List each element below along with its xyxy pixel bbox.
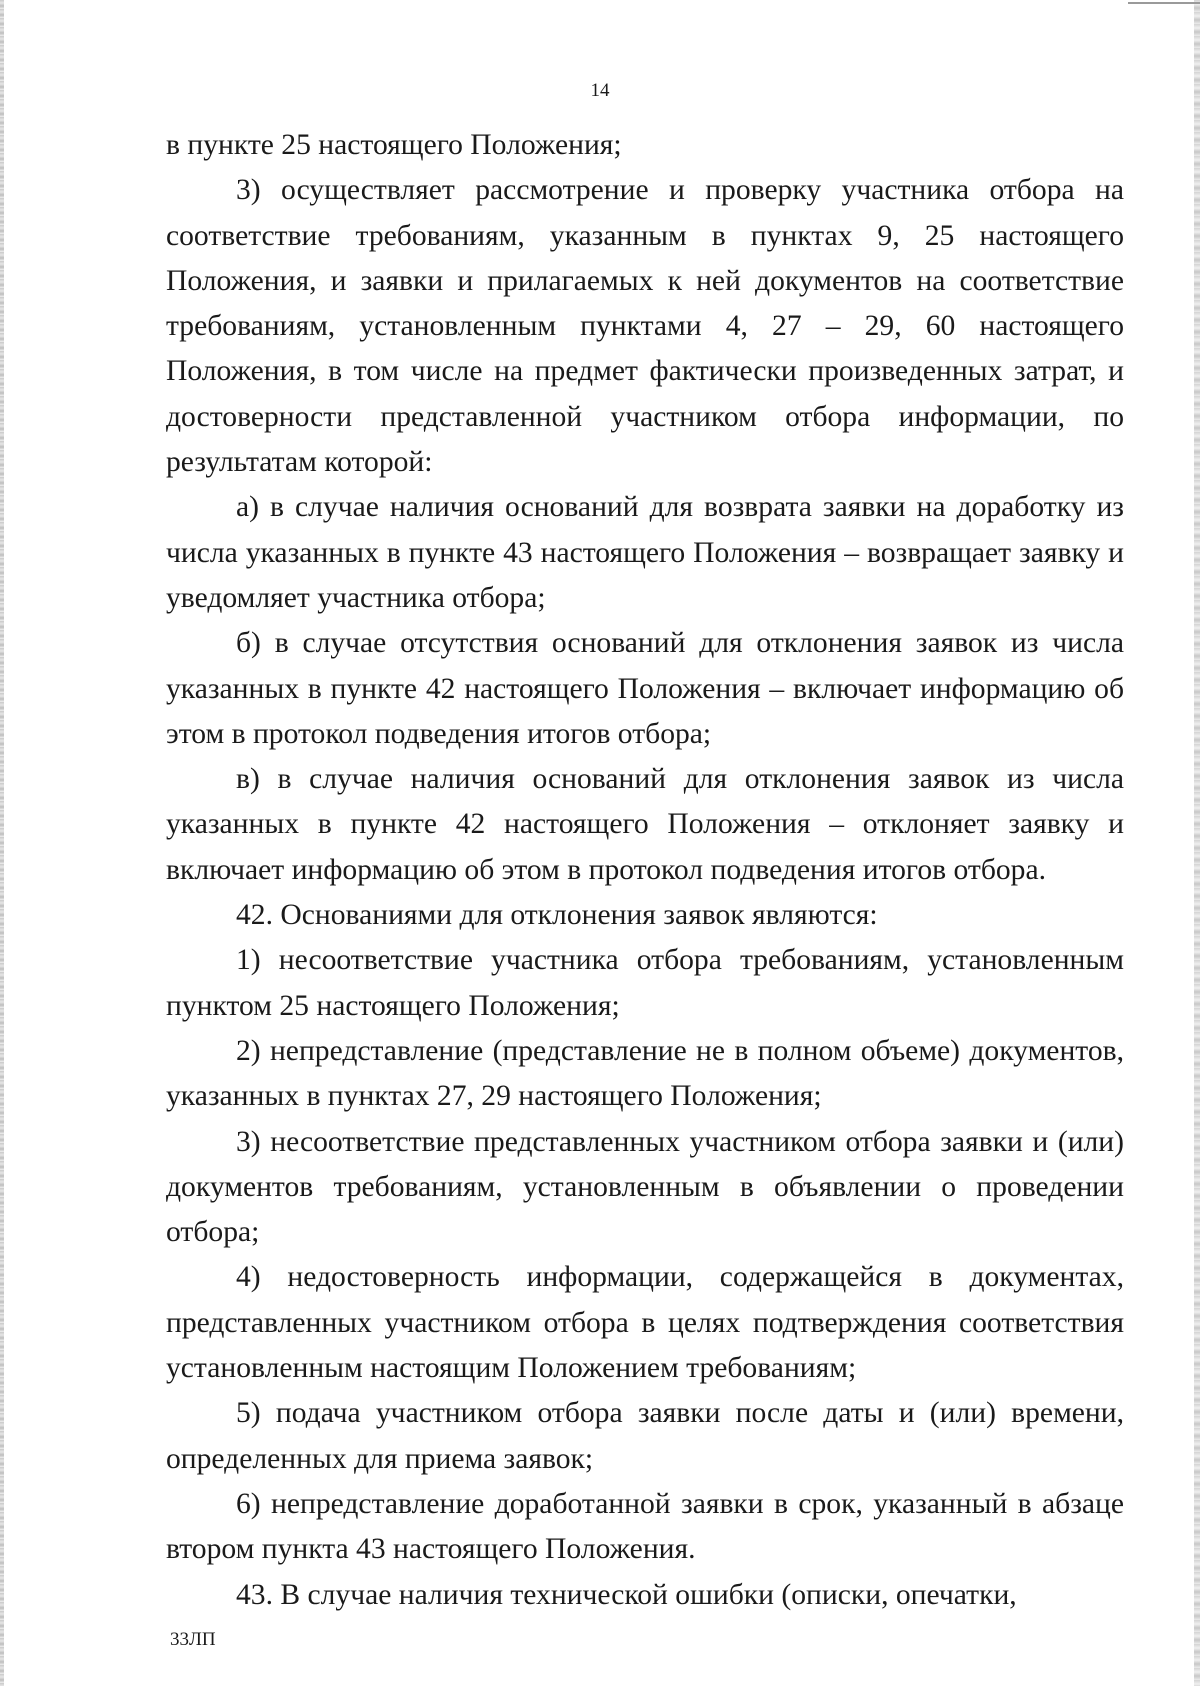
paragraph: в пункте 25 настоящего Положения; xyxy=(166,129,622,161)
scan-edge-top xyxy=(1128,2,1200,4)
paragraph-reason-5: 5) подача участником отбора заявки после даты и (или) времени, определенных для приема заявок; xyxy=(166,1397,1124,1475)
paragraph-item-3: 3) осуществляет рассмотрение и проверку участника отбора на соответствие требованиям, указанным в пунктах 9, 25 настоящего Положения, и заявки и прилагаемых к ней документов на соответствие требованиям, установленным пунктами 4, 27 – 29, 60 настоящего Положения, в том числе на предмет фактически произведенных затрат, и достоверности представленной участником отбора информации, по результатам которой: xyxy=(166,174,1124,479)
paragraph-section-43: 43. В случае наличия технической ошибки (описки, опечатки, xyxy=(236,1578,1017,1611)
footer-code: 33ЛП xyxy=(170,1629,216,1650)
paragraph-subitem-b: б) в случае отсутствия оснований для отклонения заявок из числа указанных в пункте 42 настоящего Положения – включает информацию об этом в протокол подведения итогов отбора; xyxy=(166,627,1124,750)
page-number: 14 xyxy=(590,80,610,101)
paragraph-reason-1: 1) несоответствие участника отбора требованиям, установленным пунктом 25 настоящего Положения; xyxy=(166,944,1124,1022)
paragraph-reason-6: 6) непредставление доработанной заявки в срок, указанный в абзаце втором пункта 43 настоящего Положения. xyxy=(166,1487,1124,1566)
paragraph-subitem-v: в) в случае наличия оснований для отклонения заявок из числа указанных в пункте 42 настоящего Положения – отклоняет заявку и включает информацию об этом в протокол подведения итогов отбора. xyxy=(166,763,1124,886)
scan-edge-right xyxy=(1194,0,1200,1686)
paragraph-section-42: 42. Основаниями для отклонения заявок являются: xyxy=(236,899,878,932)
scan-edge-left xyxy=(0,0,4,1686)
paragraph-reason-4: 4) недостоверность информации, содержащейся в документах, представленных участником отбора в целях подтверждения соответствия установленным настоящим Положением требованиям; xyxy=(166,1261,1124,1385)
paragraph-subitem-a: а) в случае наличия оснований для возврата заявки на доработку из числа указанных в пункте 43 настоящего Положения – возвращает заявку и уведомляет участника отбора; xyxy=(166,491,1124,614)
document-body xyxy=(166,123,1124,1618)
paragraph-reason-3: 3) несоответствие представленных участником отбора заявки и (или) документов требованиям, установленным в объявлении о проведении отбора; xyxy=(166,1125,1124,1249)
paragraph-reason-2: 2) непредставление (представление не в полном объеме) документов, указанных в пунктах 27, 29 настоящего Положения; xyxy=(166,1034,1124,1113)
